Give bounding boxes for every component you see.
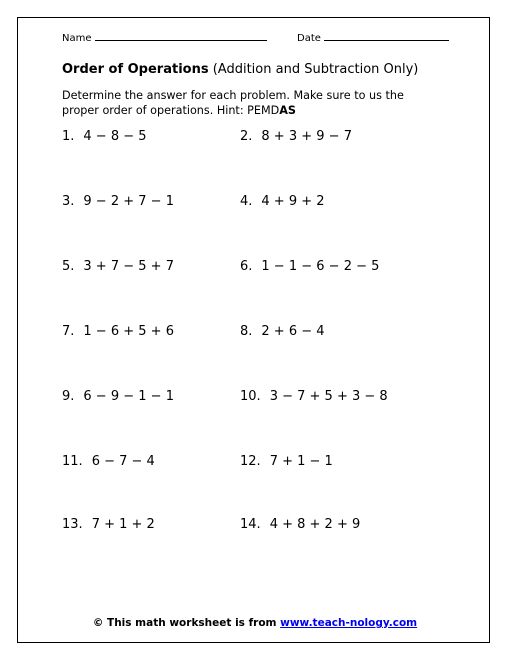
problem-4 — [240, 194, 325, 209]
instructions — [62, 88, 442, 118]
problem-2 — [240, 129, 352, 144]
problem-expression: 1 − 1 − 6 − 2 − 5 — [261, 259, 380, 274]
problem-5 — [62, 259, 174, 274]
problem-expression: 8 + 3 + 9 − 7 — [261, 129, 352, 144]
problem-number: 4. — [240, 194, 253, 209]
problem-3 — [62, 194, 174, 209]
problem-7 — [62, 324, 174, 339]
date-label: Date — [297, 33, 321, 44]
problem-11 — [62, 454, 155, 469]
problem-number: 3. — [62, 194, 75, 209]
footer-text: © This math worksheet is from — [92, 617, 281, 629]
problem-expression: 6 − 7 − 4 — [91, 454, 155, 469]
problem-expression: 3 − 7 + 5 + 3 − 8 — [269, 389, 388, 404]
problem-expression: 4 − 8 − 5 — [83, 129, 147, 144]
problem-6 — [240, 259, 379, 274]
worksheet-title — [62, 62, 418, 77]
problem-1 — [62, 129, 147, 144]
problem-13 — [62, 517, 155, 532]
problem-number: 14. — [240, 517, 261, 532]
problem-number: 7. — [62, 324, 75, 339]
footer-link[interactable]: www.teach-nology.com — [280, 617, 418, 629]
problem-expression: 7 + 1 + 2 — [91, 517, 155, 532]
name-label: Name — [62, 33, 92, 44]
problem-number: 1. — [62, 129, 75, 144]
problem-expression: 1 − 6 + 5 + 6 — [83, 324, 174, 339]
problem-10 — [240, 389, 388, 404]
problem-expression: 4 + 9 + 2 — [261, 194, 325, 209]
name-line — [95, 31, 267, 41]
problem-8 — [240, 324, 325, 339]
title-bold: Order of Operations — [62, 62, 209, 77]
problem-number: 5. — [62, 259, 75, 274]
name-field — [62, 31, 267, 44]
problem-14 — [240, 517, 360, 532]
problem-expression: 6 − 9 − 1 − 1 — [83, 389, 174, 404]
problem-number: 11. — [62, 454, 83, 469]
problem-expression: 2 + 6 − 4 — [261, 324, 325, 339]
problem-expression: 7 + 1 − 1 — [269, 454, 333, 469]
problem-number: 10. — [240, 389, 261, 404]
problem-number: 6. — [240, 259, 253, 274]
instructions-text: Determine the answer for each problem. Make sure to us the proper order of operations. Hint: PEMD — [62, 89, 404, 117]
problem-number: 9. — [62, 389, 75, 404]
problem-expression: 3 + 7 − 5 + 7 — [83, 259, 174, 274]
problem-expression: 9 − 2 + 7 − 1 — [83, 194, 174, 209]
problem-number: 8. — [240, 324, 253, 339]
instructions-bold: AS — [279, 104, 296, 117]
problem-number: 12. — [240, 454, 261, 469]
title-rest: (Addition and Subtraction Only) — [208, 62, 419, 77]
problem-expression: 4 + 8 + 2 + 9 — [269, 517, 361, 532]
problem-number: 13. — [62, 517, 83, 532]
date-field — [297, 31, 449, 44]
problem-9 — [62, 389, 174, 404]
problem-12 — [240, 454, 333, 469]
problem-number: 2. — [240, 129, 253, 144]
footer-credit — [0, 617, 510, 629]
date-line — [324, 31, 449, 41]
